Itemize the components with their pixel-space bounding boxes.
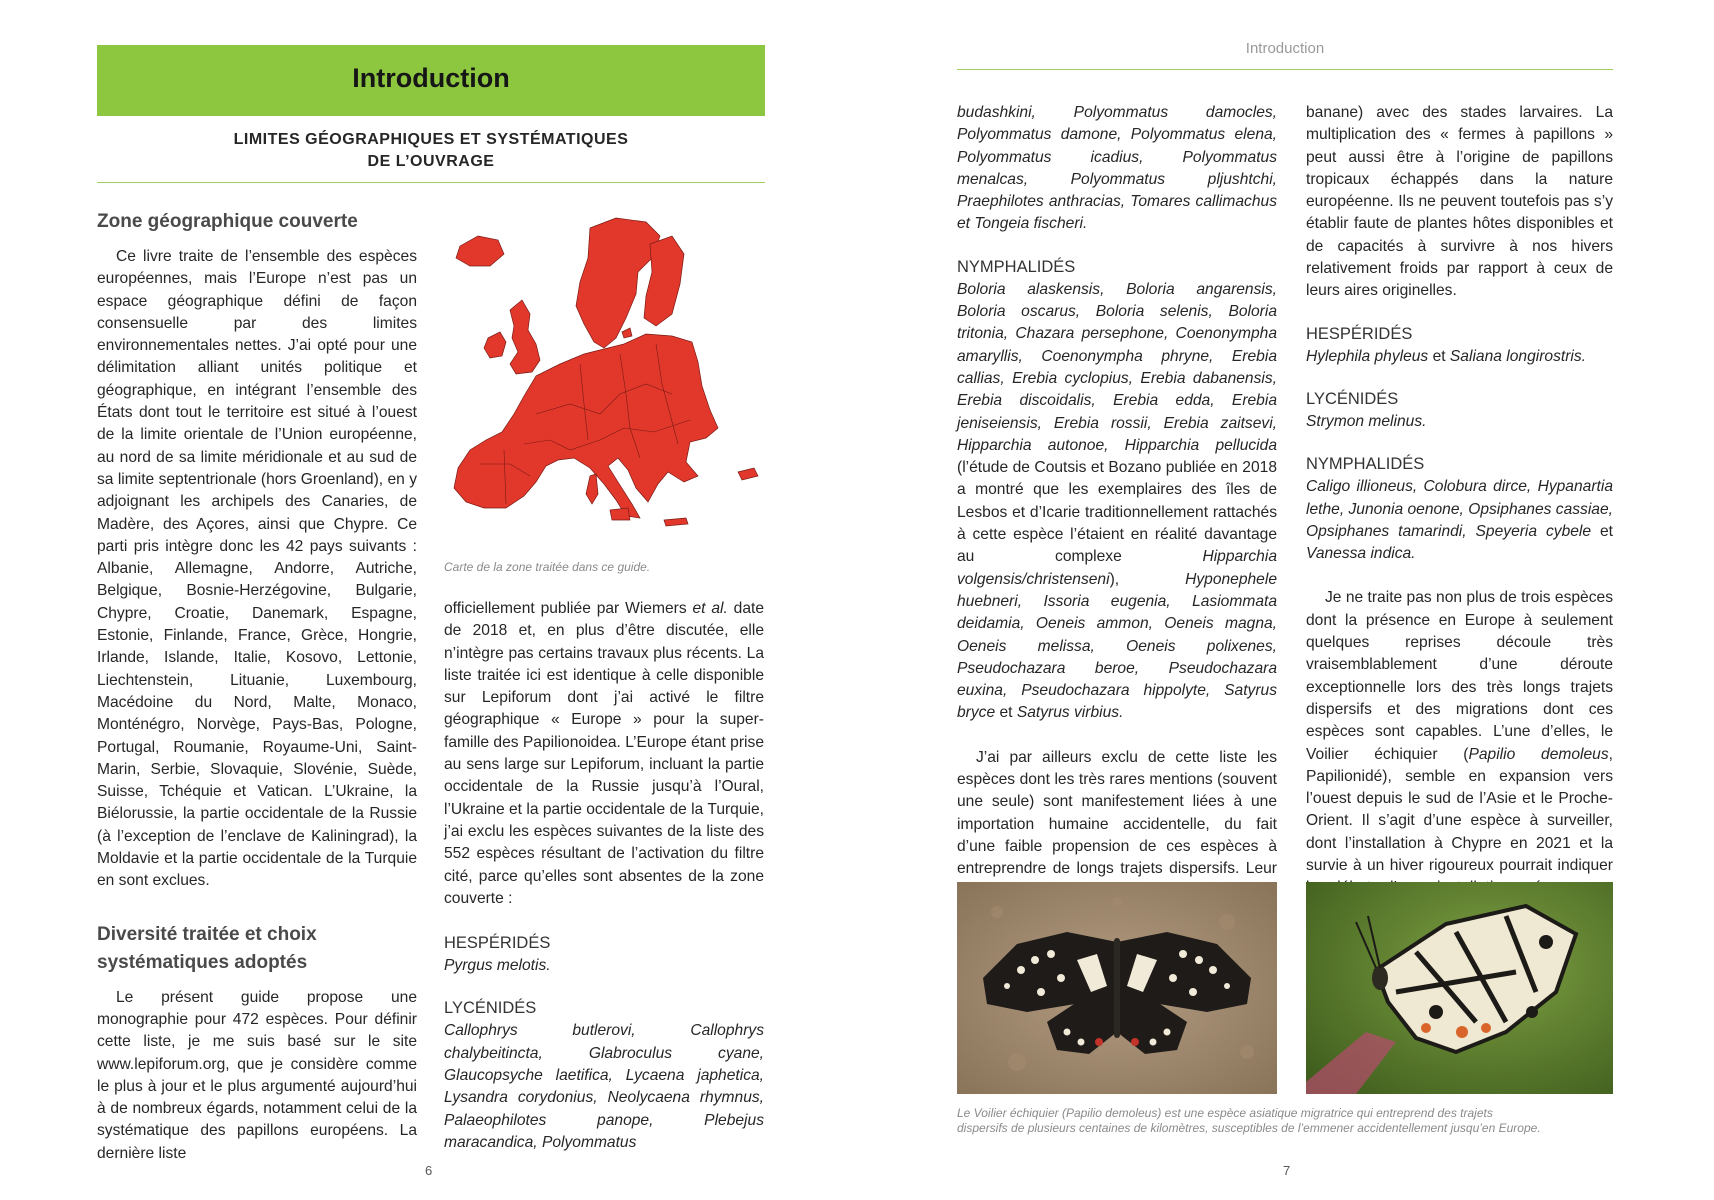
heading-hesperides: HESPÉRIDÉS — [444, 934, 551, 953]
paragraph-liste-a: officiellement publiée par Wiemers — [444, 600, 693, 617]
chapter-banner — [97, 45, 765, 116]
nym-note-species: Hipparchia volgensis/christenseni — [957, 548, 1277, 588]
species-hesperides-2 — [1306, 346, 1613, 368]
right-column-2 — [1306, 102, 1613, 922]
species-nym-list-3: Satyrus virbius. — [1016, 704, 1124, 722]
paragraph-banane: banane) avec des stades larvaires. La multiplication des « fermes à papillons » peut aussi être à l’origine de papillons tropicaux échappés dans la nature européenne. Ils ne peuvent toutefois pas s’y établir faute de plantes hôtes disponibles et de capacités à survivre à nos hivers relativement froids par rapport à ceux de leurs aires originelles. — [1306, 104, 1613, 300]
map-caption: Carte de la zone traitée dans ce guide. — [444, 560, 651, 574]
paragraph-liste-b: date de 2018 et, en plus d’être discutée, elle n’intègre pas certains travaux plus récents. La liste traitée ici est identique à celle disponible sur Lepiforum dont j’ai activé le filtre géographique « Europe » pour la super-famille des Papilionoidea. L’Europe étant prise au sens large sur Lepiforum, incluant la partie occidentale de la Russie jusqu’à l’Oural, l’Ukraine et la partie occidentale de la Turquie, j’ai exclu les espèces suivantes de la liste des 552 espèces résultant de l’activation du filtre cité, parce qu’elles sont absentes de la zone couverte : — [444, 600, 764, 907]
trois-a: Je ne traite pas non plus de trois espèces dont la présence en Europe à seulement quelques reprises découle très vraisemblablement d’une déroute exceptionnelle lors des très longs trajets dispersifs et des migrations dont ces espèces sont capables. L’une d’elles, le Voilier échiquier ( — [1306, 589, 1613, 763]
paragraph-exclusions: J’ai par ailleurs exclu de cette liste les espèces dont les très rares mentions (souvent une seule) sont manifestement liées à une importation humaine accidentelle, du fait d’une faible propension de ces espèces à entreprendre de longs trajets dispersifs. Leur — [957, 748, 1277, 878]
page-number-left: 6 — [425, 1163, 433, 1178]
section-heading-line-1: LIMITES GÉOGRAPHIQUES ET SYSTÉMATIQUES — [233, 131, 629, 148]
nym-et: et — [995, 704, 1017, 722]
section-heading — [97, 129, 765, 173]
page-number-right: 7 — [1283, 1163, 1291, 1178]
species-continued: budashkini, Polyommatus damocles, Polyommatus damone, Polyommatus elena, Polyommatus icadius, Polyommatus menalcas, Polyommatus pljushtchi, Praephilotes anthracias, Tomares callimachus et Tongeia fischeri. — [957, 104, 1277, 233]
species-lycenides-2: Strymon melinus. — [1306, 412, 1427, 430]
species-nymphalides-2 — [1306, 476, 1613, 565]
butterfly-photo-dorsal — [957, 882, 1277, 1094]
paragraph-liste — [444, 598, 764, 910]
section-rule — [97, 182, 765, 183]
heading-hesperides-2: HESPÉRIDÉS — [1306, 324, 1413, 343]
species-hesperides: Pyrgus melotis. — [444, 957, 551, 975]
heading-nymphalides-1: NYMPHALIDÉS — [957, 257, 1076, 276]
paragraph-trois-especes — [1306, 587, 1613, 921]
middle-column — [444, 598, 764, 1154]
chapter-title: Introduction — [352, 63, 510, 93]
heading-zone: Zone géographique couverte — [97, 211, 358, 232]
species-nym-b1: Caligo illioneus, Colobura dirce, Hypanartia lethe, Junonia oenone, Opsiphanes cassiae, Opsiphanes tamarindi, Speyeria cybele — [1306, 478, 1613, 540]
trois-species: Papilio demoleus — [1468, 745, 1609, 763]
right-column-1 — [957, 102, 1277, 947]
paragraph-zone: Ce livre traite de l’ensemble des espèces européennes, mais l’Europe n’est pas un espace géographique défini de façon consensuelle par des limites environnementales nettes. J’ai opté pour une délimitation alliant unités politique et géographique, en intégrant l’ensemble des États dont tout le territoire est situé à l’ouest de la limite orientale de l’Union européenne, au nord de sa limite méridionale et au sud de sa limite septentrionale (hors Groenland), en y adjoignant les archipels des Canaries, de Madère, des Açores, ainsi que Chypre. Ce parti pris intègre donc les 42 pays suivants : Albanie, Allemagne, Andorre, Autriche, Belgique, Bosnie-Herzégovine, Bulgarie, Chypre, Croatie, Danemark, Espagne, Estonie, Finlande, France, Grèce, Hongrie, Irlande, Islande, Italie, Kosovo, Lettonie, Liechtenstein, Lituanie, Luxembourg, Macédoine du Nord, Malte, Monaco, Monténégro, Norvège, Pays-Bas, Pologne, Portugal, Roumanie, Royaume-Uni, Saint-Marin, Serbie, Slovaquie, Slovénie, Suède, Suisse, Tchéquie et Vatican. L’Ukraine, la Biélorussie, la partie occidentale de la Russie (à l’exception de l’enclave de Kaliningrad), la Moldavie et la partie occidentale de la Turquie en sont exclues. — [97, 248, 417, 890]
hesp-et: et — [1428, 347, 1450, 365]
nym-note-b: ), — [1109, 570, 1186, 588]
photo-caption — [957, 1106, 1617, 1136]
left-column — [97, 208, 417, 1165]
photo-caption-line-2: dispersifs de plusieurs centaines de kilomètres, susceptibles de l’emmener accidentellement jusqu’en Europe. — [957, 1121, 1541, 1135]
heading-lycenides: LYCÉNIDÉS — [444, 999, 537, 1018]
heading-diversite-line-1: Diversité traitée et choix — [97, 923, 317, 945]
species-hylephila: Hylephila phyleus — [1306, 347, 1429, 365]
species-nym-b2: Vanessa indica. — [1306, 545, 1416, 563]
heading-diversite-line-2: systématiques adoptés — [97, 951, 308, 973]
running-head: Introduction — [1245, 40, 1325, 57]
right-page — [857, 0, 1714, 1200]
nym-b-et: et — [1591, 522, 1614, 540]
species-nymphalides-1 — [957, 279, 1277, 725]
species-lycenides: Callophrys butlerovi, Callophrys chalybeitincta, Glabroculus cyane, Glaucopsyche laetifica, Lycaena japhetica, Lysandra corydonius, Neolycaena rhymnus, Palaeophilotes panope, Plebejus maracandica, Polyommatus — [444, 1022, 764, 1151]
species-saliana: Saliana longirostris. — [1449, 347, 1586, 365]
heading-nymphalides-2: NYMPHALIDÉS — [1306, 455, 1425, 474]
butterfly-photo-lateral — [1306, 882, 1613, 1094]
photo-caption-line-1: Le Voilier échiquier (Papilio demoleus) est une espèce asiatique migratrice qui entreprend des trajets — [957, 1106, 1493, 1120]
nym-note-a: (l’étude de Coutsis et Bozano publiée en 2018 a montré que les exemplaires des îles de Lesbos et d’Icarie traditionnellement rattachés à cette espèce l’étaient en réalité davantage au complexe — [957, 459, 1277, 566]
europe-map-landmass — [454, 218, 758, 526]
species-nym-list: Boloria alaskensis, Boloria angarensis, Boloria oscarus, Boloria selenis, Boloria tritonia, Chazara persephone, Coenonympha amaryllis, Coenonympha phryne, Erebia callias, Erebia cyclopius, Erebia dabanensis, Erebia discoidalis, Erebia edda, Erebia jeniseiensis, Erebia rossii, Erebia zaitsevi, Hipparchia autonoe, Hipparchia pellucida — [957, 280, 1277, 454]
species-nym-list-2: Hyponephele huebneri, Issoria eugenia, Lasiommata deidamia, Oeneis ammon, Oeneis magna, Oeneis melissa, Oeneis polixenes, Pseudochazara beroe, Pseudochazara euxina, Pseudochazara hippolyte, Satyrus bryce — [957, 570, 1277, 722]
heading-lycenides-2: LYCÉNIDÉS — [1306, 389, 1399, 408]
trois-b: , Papilionidé), semble en expansion vers l’ouest depuis le sud de l’Asie et le Proche-Orient. Il s’agit d’une espèce à surveiller, dont l’installation à Chypre en 2021 et la survie à un hiver rigoureux pourrait indiquer — [1306, 745, 1613, 875]
europe-map — [440, 214, 770, 548]
running-head-rule — [957, 69, 1613, 70]
et-al: et al. — [692, 600, 728, 617]
paragraph-diversite: Le présent guide propose une monographie pour 472 espèces. Pour définir cette liste, je me suis basé sur le site www.lepiforum.org, que je considère comme le plus à jour et le plus argumenté aujourd’hui à de nombreux égards, notamment celui de la systématique des papillons européens. La dernière liste — [97, 988, 417, 1162]
section-heading-line-2: DE L’OUVRAGE — [367, 153, 495, 170]
